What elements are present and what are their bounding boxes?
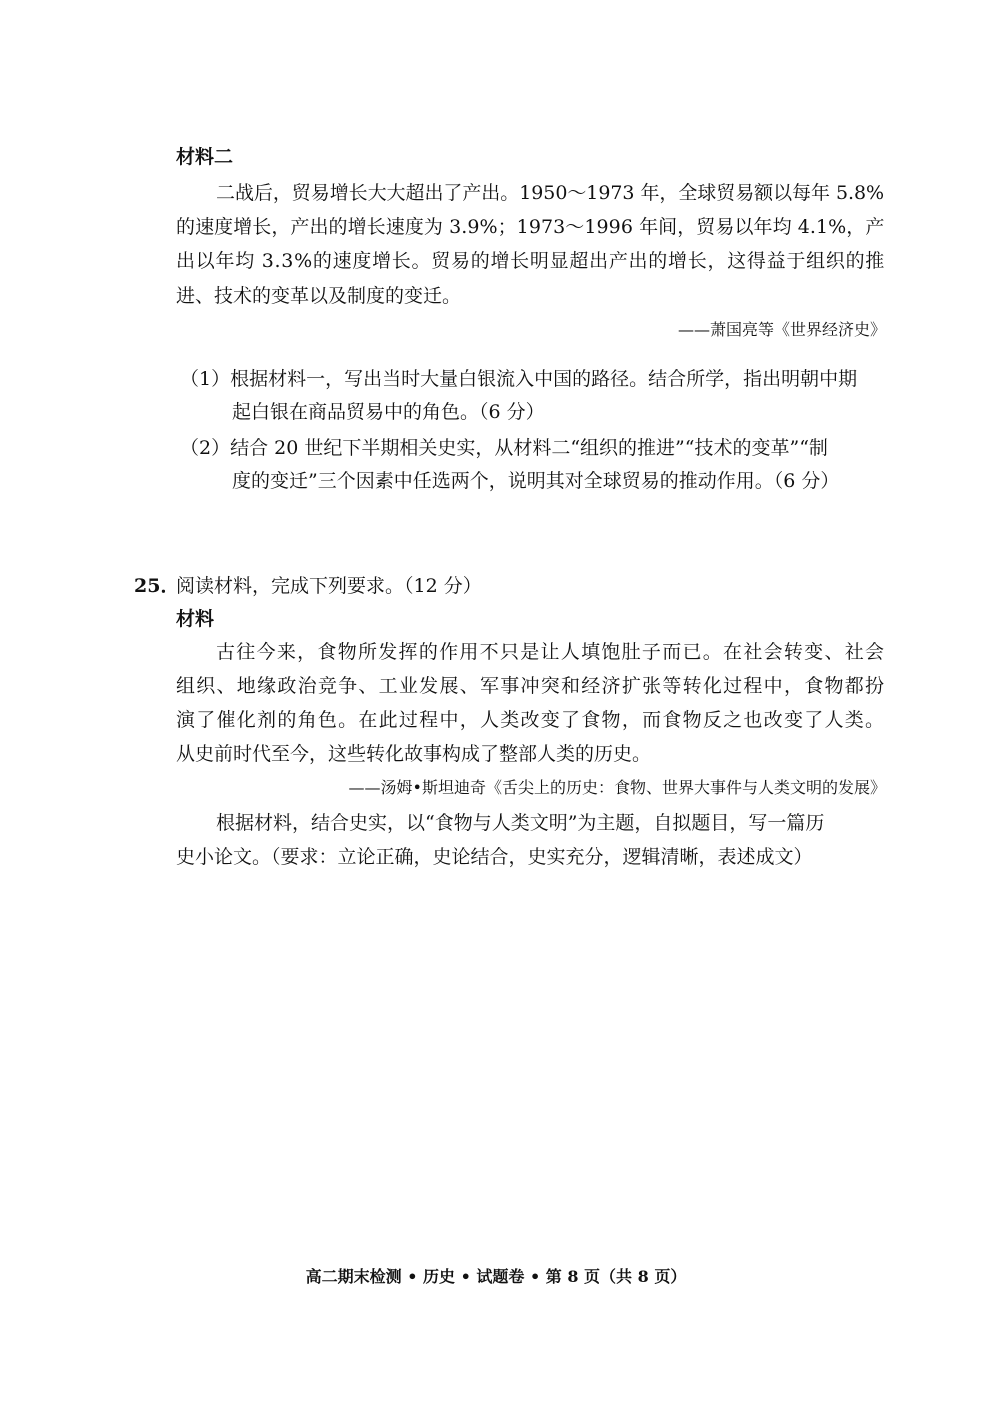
material-text-line: 古往今来，食物所发挥的作用不只是让人填饱肚子而已。在社会转变、社会 <box>216 641 886 663</box>
material-source: ——汤姆•斯坦迪奇《舌尖上的历史：食物、世界大事件与人类文明的发展》 <box>348 778 886 797</box>
question-2-line2: 度的变迁”三个因素中任选两个，说明其对全球贸易的推动作用。（6 分） <box>232 470 840 492</box>
task-line2: 史小论文。（要求：立论正确，史论结合，史实充分，逻辑清晰，表述成文） <box>176 846 813 868</box>
task-line1: 根据材料，结合史实，以“食物与人类文明”为主题，自拟题目，写一篇历 <box>216 812 825 834</box>
question-1-line1: （1）根据材料一，写出当时大量白银流入中国的路径。结合所学，指出明朝中期 <box>180 368 858 390</box>
material-text-line: 组织、地缘政治竞争、工业发展、军事冲突和经济扩张等转化过程中，食物都扮 <box>176 675 886 697</box>
material2-text-line: 出以年均 3.3%的速度增长。贸易的增长明显超出产出的增长，这得益于组织的推 <box>176 250 886 272</box>
question-1-line2: 起白银在商品贸易中的角色。（6 分） <box>232 401 545 423</box>
question-25-prompt: 阅读材料，完成下列要求。（12 分） <box>176 575 482 597</box>
material-text-line: 演了催化剂的角色。在此过程中，人类改变了食物，而食物反之也改变了人类。 <box>176 709 886 731</box>
material2-text-line: 进、技术的变革以及制度的变迁。 <box>176 285 462 307</box>
material2-text-line: 二战后，贸易增长大大超出了产出。1950～1973 年，全球贸易额以每年 5.8% <box>216 182 885 204</box>
page-footer: 高二期末检测 • 历史 • 试题卷 • 第 8 页（共 8 页） <box>305 1267 687 1286</box>
material2-text-line: 的速度增长，产出的增长速度为 3.9%；1973～1996 年间，贸易以年均 4.1%，产 <box>176 216 885 238</box>
material-heading: 材料 <box>176 608 215 630</box>
material2-source: ——萧国亮等《世界经济史》 <box>677 320 886 339</box>
material2-heading: 材料二 <box>176 146 234 168</box>
question-25-number: 25． <box>134 575 180 597</box>
question-2-line1: （2）结合 20 世纪下半期相关史实，从材料二“组织的推进”“技术的变革”“制 <box>180 437 828 459</box>
material-text-line: 从史前时代至今，这些转化故事构成了整部人类的历史。 <box>176 743 652 765</box>
